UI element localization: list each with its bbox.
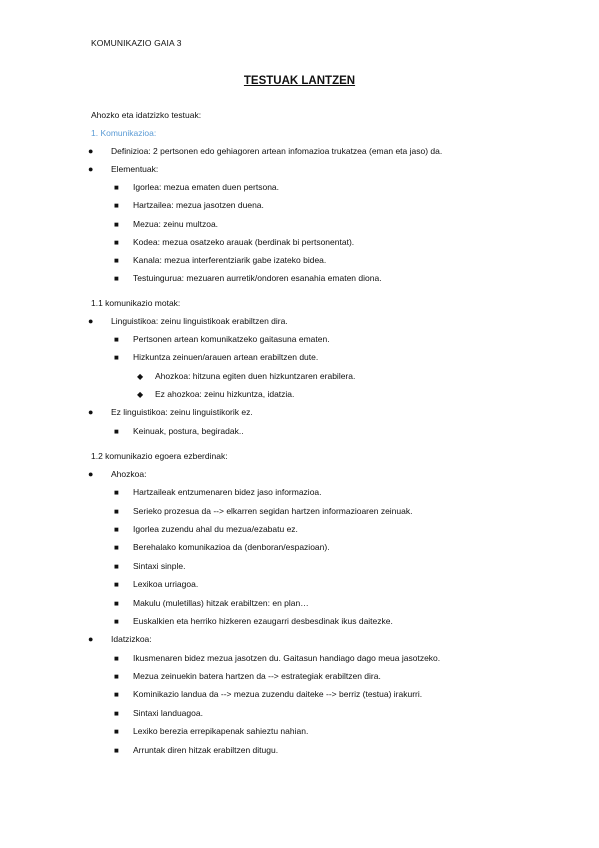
subsection-komunikazio-motak: 1.1 komunikazio motak: xyxy=(91,298,181,308)
square-bullet xyxy=(114,542,119,553)
square-bullet xyxy=(114,689,119,700)
page-header: KOMUNIKAZIO GAIA 3 xyxy=(91,38,182,48)
square-bullet xyxy=(114,598,119,609)
list-item: Hartzaileak entzumenaren bidez jaso informazioa. xyxy=(133,487,322,497)
list-item: Igorlea: mezua ematen duen pertsona. xyxy=(133,182,280,192)
square-bullet xyxy=(114,616,119,627)
diamond-bullet xyxy=(137,371,143,382)
list-item: Lexiko berezia errepikapenak sahieztu nahian. xyxy=(133,726,309,736)
elements-heading: Elementuak: xyxy=(111,164,159,174)
section-komunikazioa: 1. Komunikazioa: xyxy=(91,128,157,138)
list-item: Ahozkoa: hitzuna egiten duen hizkuntzaren erabilera. xyxy=(155,371,356,381)
document-title: TESTUAK LANTZEN xyxy=(243,75,356,87)
square-bullet xyxy=(114,524,119,535)
list-item: Lexikoa urriagoa. xyxy=(133,579,199,589)
list-item: Arruntak diren hitzak erabiltzen ditugu. xyxy=(133,745,279,755)
round-bullet xyxy=(88,407,93,418)
list-item: Mezua: zeinu multzoa. xyxy=(133,219,219,229)
round-bullet xyxy=(88,316,93,327)
round-bullet xyxy=(88,634,93,645)
square-bullet xyxy=(114,671,119,682)
square-bullet xyxy=(114,255,119,266)
list-item: Hartzailea: mezua jasotzen duena. xyxy=(133,200,264,210)
list-item: Keinuak, postura, begiradak.. xyxy=(133,426,244,436)
list-item: Berehalako komunikazioa da (denboran/espazioan). xyxy=(133,542,330,552)
round-bullet xyxy=(88,164,93,175)
list-item: Linguistikoa: zeinu linguistikoak erabiltzen dira. xyxy=(111,316,288,326)
list-item: Sintaxi landuagoa. xyxy=(133,708,203,718)
square-bullet xyxy=(114,579,119,590)
list-item: Euskalkien eta herriko hizkeren ezaugarri desbesdinak ikus daitezke. xyxy=(133,616,393,626)
square-bullet xyxy=(114,561,119,572)
square-bullet xyxy=(114,237,119,248)
definition-item: Definizioa: 2 pertsonen edo gehiagoren artean infomazioa trukatzea (eman eta jaso) da. xyxy=(111,146,443,156)
list-item: Serieko prozesua da --> elkarren segidan hartzen informazioaren zeinuak. xyxy=(133,506,413,516)
list-item: Igorlea zuzendu ahal du mezua/ezabatu ez. xyxy=(133,524,298,534)
list-item: Idatzizkoa: xyxy=(111,634,152,644)
list-item: Mezua zeinuekin batera hartzen da --> estrategiak erabiltzen dira. xyxy=(133,671,381,681)
square-bullet xyxy=(114,745,119,756)
list-item: Testuingurua: mezuaren aurretik/ondoren esanahia ematen diona. xyxy=(133,273,382,283)
list-item: Makulu (muletillas) hitzak erabiltzen: en plan… xyxy=(133,598,309,608)
list-item: Pertsonen artean komunikatzeko gaitasuna ematen. xyxy=(133,334,330,344)
square-bullet xyxy=(114,426,119,437)
subsection-komunikazio-egoerak: 1.2 komunikazio egoera ezberdinak: xyxy=(91,451,228,461)
square-bullet xyxy=(114,334,119,345)
square-bullet xyxy=(114,182,119,193)
list-item: Hizkuntza zeinuen/arauen artean erabiltzen dute. xyxy=(133,352,319,362)
round-bullet xyxy=(88,469,93,480)
list-item: Kodea: mezua osatzeko arauak (berdinak bi pertsonentat). xyxy=(133,237,355,247)
list-item: Ikusmenaren bidez mezua jasotzen du. Gaitasun handiago dago meua jasotzeko. xyxy=(133,653,441,663)
square-bullet xyxy=(114,708,119,719)
list-item: Kanala: mezua interferentziarik gabe izateko bidea. xyxy=(133,255,327,265)
square-bullet xyxy=(114,219,119,230)
square-bullet xyxy=(114,653,119,664)
list-item: Ahozkoa: xyxy=(111,469,147,479)
diamond-bullet xyxy=(137,389,143,400)
intro-text: Ahozko eta idatzizko testuak: xyxy=(91,110,202,120)
list-item: Kominikazio landua da --> mezua zuzendu daiteke --> berriz (testua) irakurri. xyxy=(133,689,423,699)
square-bullet xyxy=(114,726,119,737)
list-item: Sintaxi sinple. xyxy=(133,561,186,571)
square-bullet xyxy=(114,487,119,498)
round-bullet xyxy=(88,146,93,157)
square-bullet xyxy=(114,273,119,284)
list-item: Ez ahozkoa: zeinu hizkuntza, idatzia. xyxy=(155,389,295,399)
square-bullet xyxy=(114,200,119,211)
square-bullet xyxy=(114,506,119,517)
square-bullet xyxy=(114,352,119,363)
list-item: Ez linguistikoa: zeinu linguistikorik ez. xyxy=(111,407,253,417)
